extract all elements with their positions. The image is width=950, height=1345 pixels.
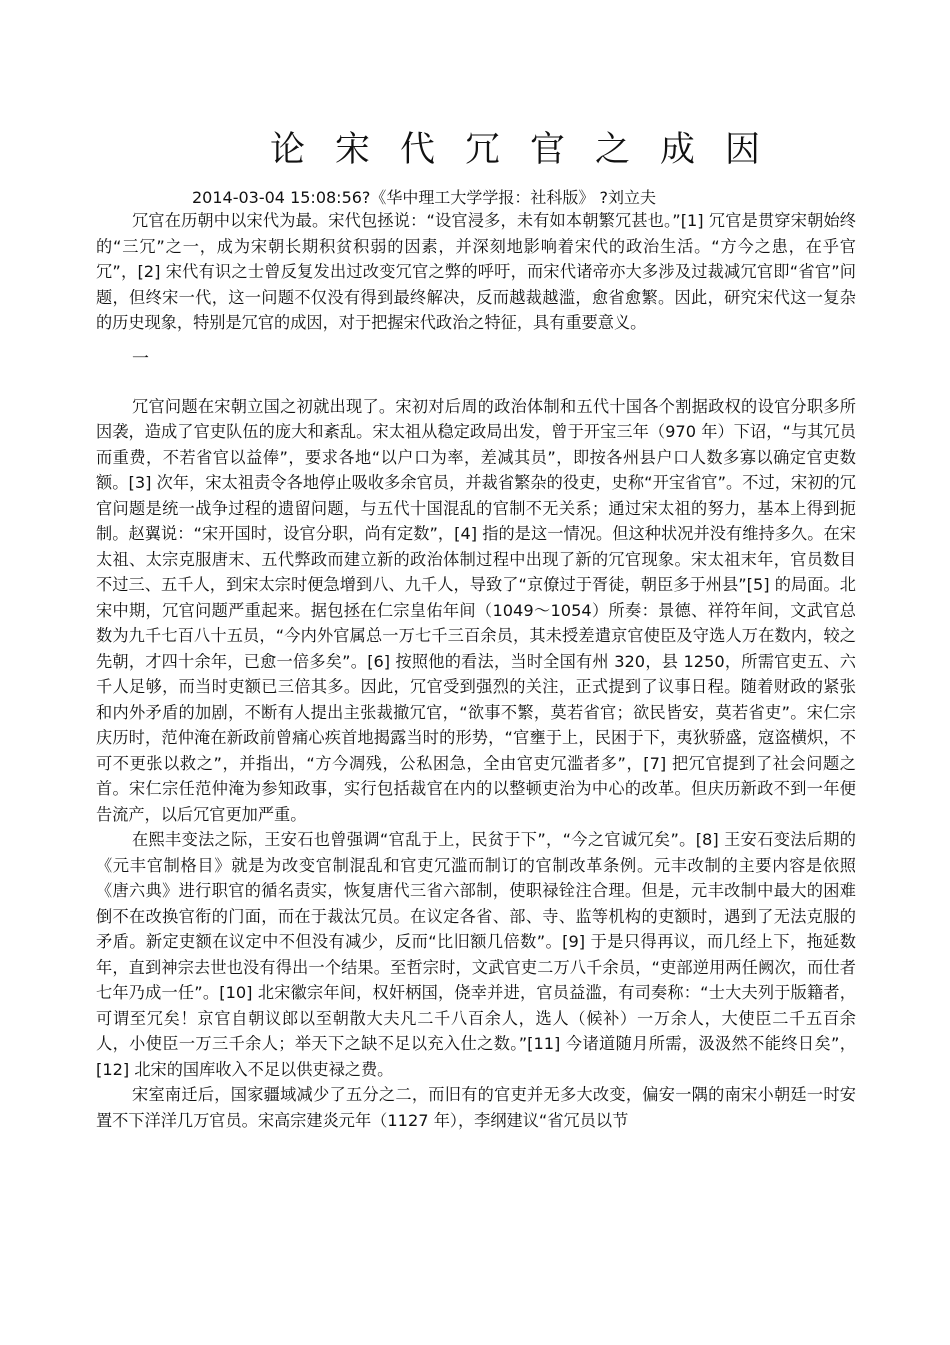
article-meta: 2014-03-04 15:08:56?《华中理工大学学报：社科版》 ?刘立夫 xyxy=(192,188,657,207)
body-paragraph-3: 宋室南迁后，国家疆域减少了五分之二，而旧有的官吏并无多大改变，偏安一隅的南宋小朝廷一时安置不下洋洋几万官员。宋高宗建炎元年（1127 年），李纲建议“省冗员以节 xyxy=(96,1085,856,1130)
body-paragraph-2: 在熙丰变法之际，王安石也曾强调“官乱于上，民贫于下”，“今之官诚冗矣”。[8] 王安石变法后期的《元丰官制格目》就是为改变官制混乱和官吏冗滥而制订的官制改革条例。元丰改制的主要内容是依照《唐六典》进行职官的循名责实，恢复唐代三省六部制，使职禄铨注合理。但是，元丰改制中最大的困难倒不在改换官衔的门面，而在于裁汰冗员。在议定各省、部、寺、监等机构的吏额时，遇到了无法克服的矛盾。新定吏额在议定中不但没有减少，反而“比旧额几倍数”。[9] 于是只得再议，而几经上下，拖延数年，直到神宗去世也没有得出一个结果。至哲宗时，文武官吏二万八千余员，“吏部逆用两任阙次，而仕者七年乃成一任”。[10] 北宋徽宗年间，权奸柄国，侥幸并进，官员益滥，有司奏称：“士大夫列于版籍者，可谓至冗矣！京官自朝议郎以至朝散大夫凡二千八百余人，选人（候补）一万余人，大使臣二千五百余人，小使臣一万三千余人；举天下之缺不足以充入仕之数。”[11] 今诸道随月所需，汲汲然不能终日矣”，[12] 北宋的国库收入不足以供吏禄之费。 xyxy=(96,830,856,1079)
section-heading: 一 xyxy=(132,348,149,369)
intro-paragraph: 冗官在历朝中以宋代为最。宋代包拯说：“设官浸多，未有如本朝繁冗甚也。”[1] 冗官是贯穿宋朝始终的“三冗”之一，成为宋朝长期积贫积弱的因素，并深刻地影响着宋代的政治生活。“方今之患，在乎官冗”，[2] 宋代有识之士曾反复发出过改变冗官之弊的呼吁，而宋代诸帝亦大多涉及过裁减冗官即“省官”问题，但终宋一代，这一问题不仅没有得到最终解决，反而越裁越滥，愈省愈繁。因此，研究宋代这一复杂的历史现象，特别是冗官的成因，对于把握宋代政治之特征，具有重要意义。 xyxy=(96,211,856,332)
article-body xyxy=(96,208,856,1133)
page-title: 论宋代冗官之成因 xyxy=(270,130,791,170)
body-paragraph-1: 冗官问题在宋朝立国之初就出现了。宋初对后周的政治体制和五代十国各个割据政权的设官分职多所因袭，造成了官吏队伍的庞大和紊乱。宋太祖从稳定政局出发，曾于开宝三年（970 年）下诏，“与其冗员而重费，不若省官以益俸”，要求各地“以户口为率，差减其员”，即按各州县户口人数多寡以确定官吏数额。[3] 次年，宋太祖责令各地停止吸收多余官员，并裁省繁杂的役吏，史称“开宝省官”。不过，宋初的冗官问题是统一战争过程的遗留问题，与五代十国混乱的官制不无关系；通过宋太祖的努力，基本上得到扼制。赵翼说：“宋开国时，设官分职，尚有定数”，[4] 指的是这一情况。但这种状况并没有维持多久。在宋太祖、太宗克服唐末、五代弊政而建立新的政治体制过程中出现了新的冗官现象。宋太祖末年，官员数目不过三、五千人，到宋太宗时便急增到八、九千人，导致了“京僚过于胥徒，朝臣多于州县”[5] 的局面。北宋中期，冗官问题严重起来。据包拯在仁宗皇佑年间（1049～1054）所奏：景德、祥符年间，文武官总数为九千七百八十五员，“今内外官属总一万七千三百余员，其未授差遣京官使臣及守选人万在数内，较之先朝，才四十余年，已愈一倍多矣”。[6] 按照他的看法，当时全国有州 320，县 1250，所需官吏五、六千人足够，而当时吏额已三倍其多。因此，冗官受到强烈的关注，正式提到了议事日程。随着财政的紧张和内外矛盾的加剧，不断有人提出主张裁撤冗官，“欲事不繁，莫若省官；欲民皆安，莫若省吏”。宋仁宗庆历时，范仲淹在新政前曾痛心疾首地揭露当时的形势，“官壅于上，民困于下，夷狄骄盛，寇盗横炽，不可不更张以救之”，并指出，“方今凋残，公私困急，全由官吏冗滥者多”，[7] 把冗官提到了社会问题之首。宋仁宗任范仲淹为参知政事，实行包括裁官在内的以整顿吏治为中心的改革。但庆历新政不到一年便告流产，以后冗官更加严重。 xyxy=(96,396,856,824)
